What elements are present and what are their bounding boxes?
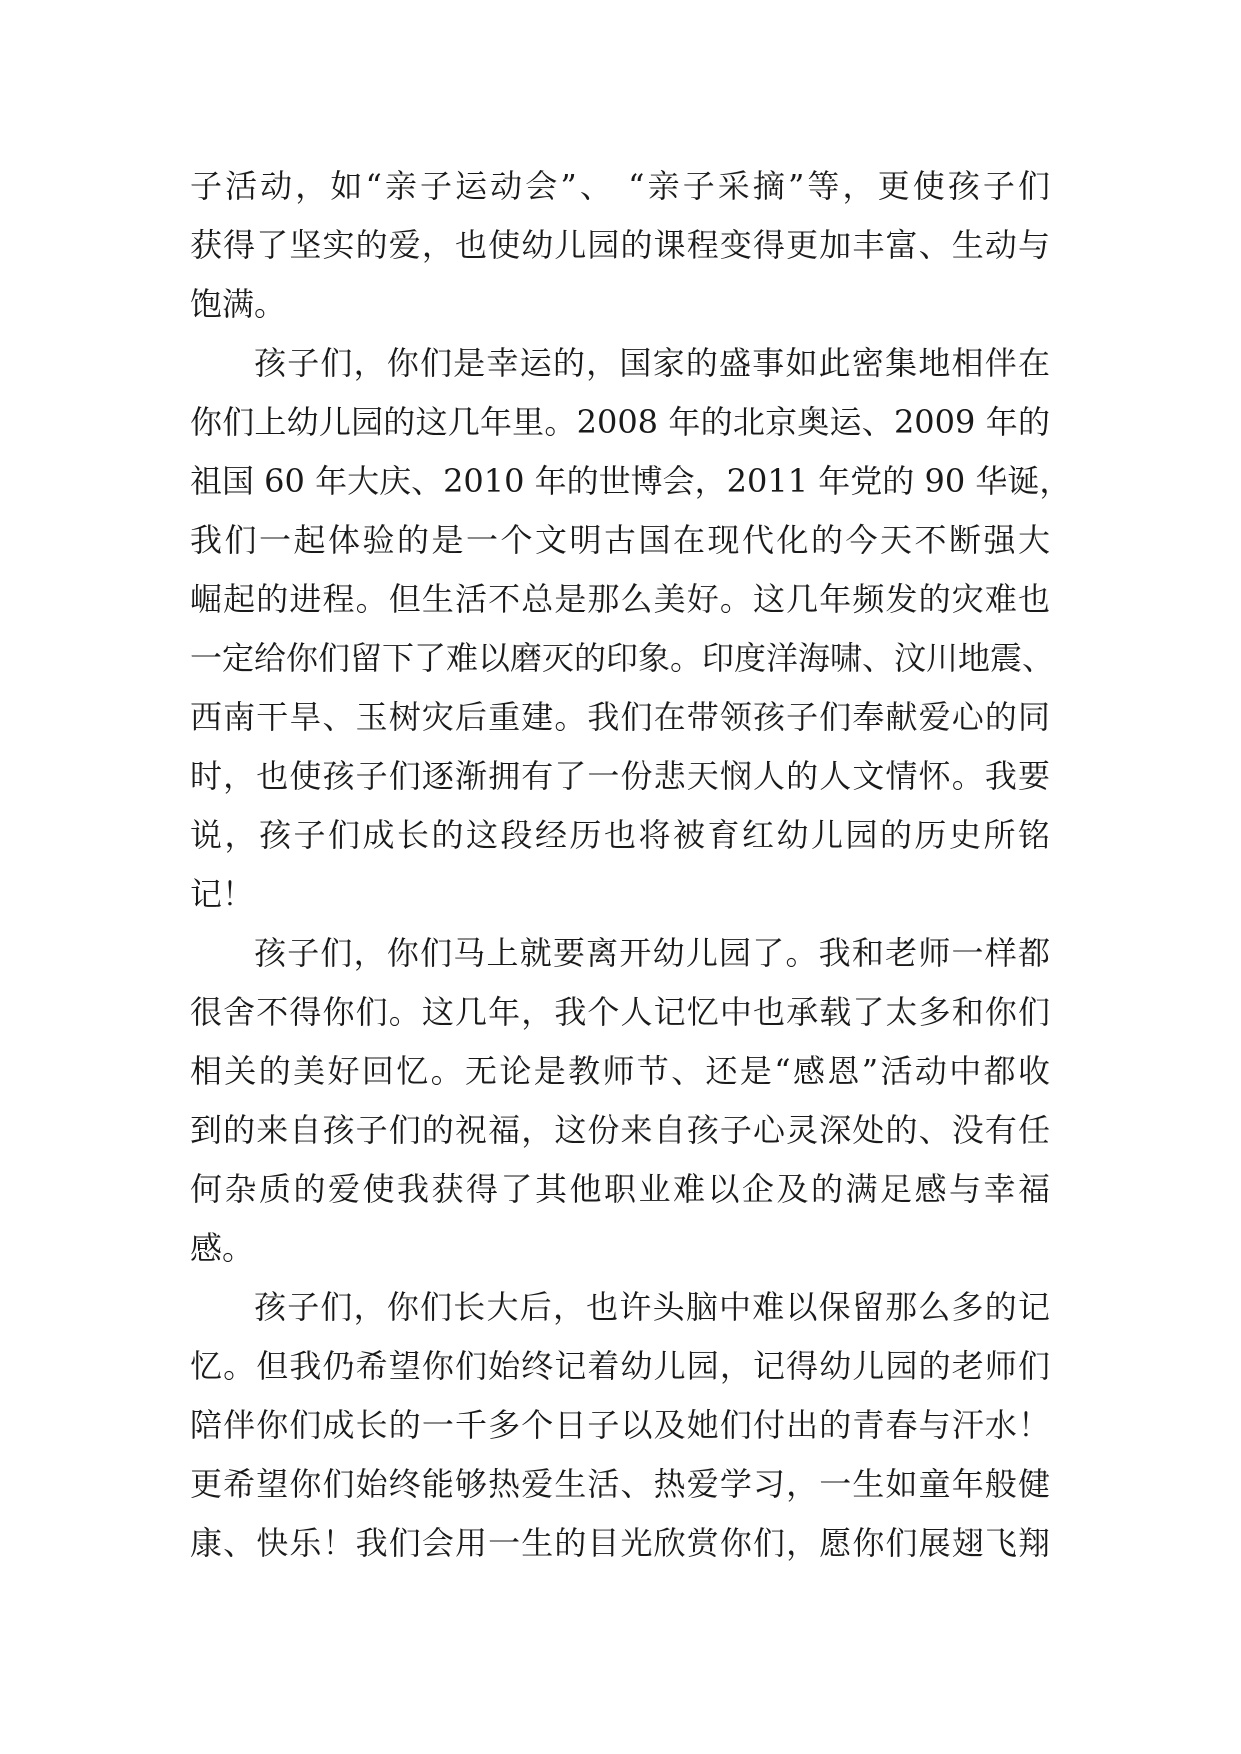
text-line: 相关的美好回忆。无论是教师节、还是“感恩”活动中都收	[190, 1052, 1050, 1090]
paragraph-first-line: 孩子们，你们长大后，也许头脑中难以保留那么多的记	[254, 1288, 1050, 1326]
text-line: 崛起的进程。但生活不总是那么美好。这几年频发的灾难也	[190, 580, 1050, 618]
paragraph-first-line: 孩子们，你们是幸运的，国家的盛事如此密集地相伴在	[254, 344, 1050, 382]
text-line: 陪伴你们成长的一千多个日子以及她们付出的青春与汗水！	[190, 1406, 1050, 1444]
text-line: 饱满。	[190, 285, 287, 323]
text-line: 子活动，如“亲子运动会”、 “亲子采摘”等，更使孩子们	[190, 167, 1050, 205]
text-line: 更希望你们始终能够热爱生活、热爱学习，一生如童年般健	[190, 1465, 1050, 1503]
text-line: 时，也使孩子们逐渐拥有了一份悲天悯人的人文情怀。我要	[190, 757, 1050, 795]
text-line: 何杂质的爱使我获得了其他职业难以企及的满足感与幸福	[190, 1170, 1050, 1208]
text-line: 记！	[190, 875, 255, 913]
text-line: 获得了坚实的爱，也使幼儿园的课程变得更加丰富、生动与	[190, 226, 1050, 264]
text-line: 康、快乐！我们会用一生的目光欣赏你们，愿你们展翅飞翔	[190, 1524, 1050, 1562]
text-line: 很舍不得你们。这几年，我个人记忆中也承载了太多和你们	[190, 993, 1050, 1031]
body-text	[190, 157, 1072, 1573]
text-line: 祖国 60 年大庆、2010 年的世博会，2011 年党的 90 华诞，	[190, 462, 1072, 500]
text-line: 你们上幼儿园的这几年里。2008 年的北京奥运、2009 年的	[190, 403, 1050, 441]
paragraph-first-line: 孩子们，你们马上就要离开幼儿园了。我和老师一样都	[254, 934, 1050, 972]
text-line: 忆。但我仍希望你们始终记着幼儿园，记得幼儿园的老师们	[190, 1347, 1050, 1385]
text-line: 到的来自孩子们的祝福，这份来自孩子心灵深处的、没有任	[190, 1111, 1050, 1149]
text-line: 西南干旱、玉树灾后重建。我们在带领孩子们奉献爱心的同	[190, 698, 1050, 736]
text-line: 感。	[190, 1229, 255, 1267]
text-line: 说，孩子们成长的这段经历也将被育红幼儿园的历史所铭	[190, 816, 1050, 854]
text-line: 我们一起体验的是一个文明古国在现代化的今天不断强大	[190, 521, 1050, 559]
text-line: 一定给你们留下了难以磨灭的印象。印度洋海啸、汶川地震、	[190, 639, 1055, 677]
